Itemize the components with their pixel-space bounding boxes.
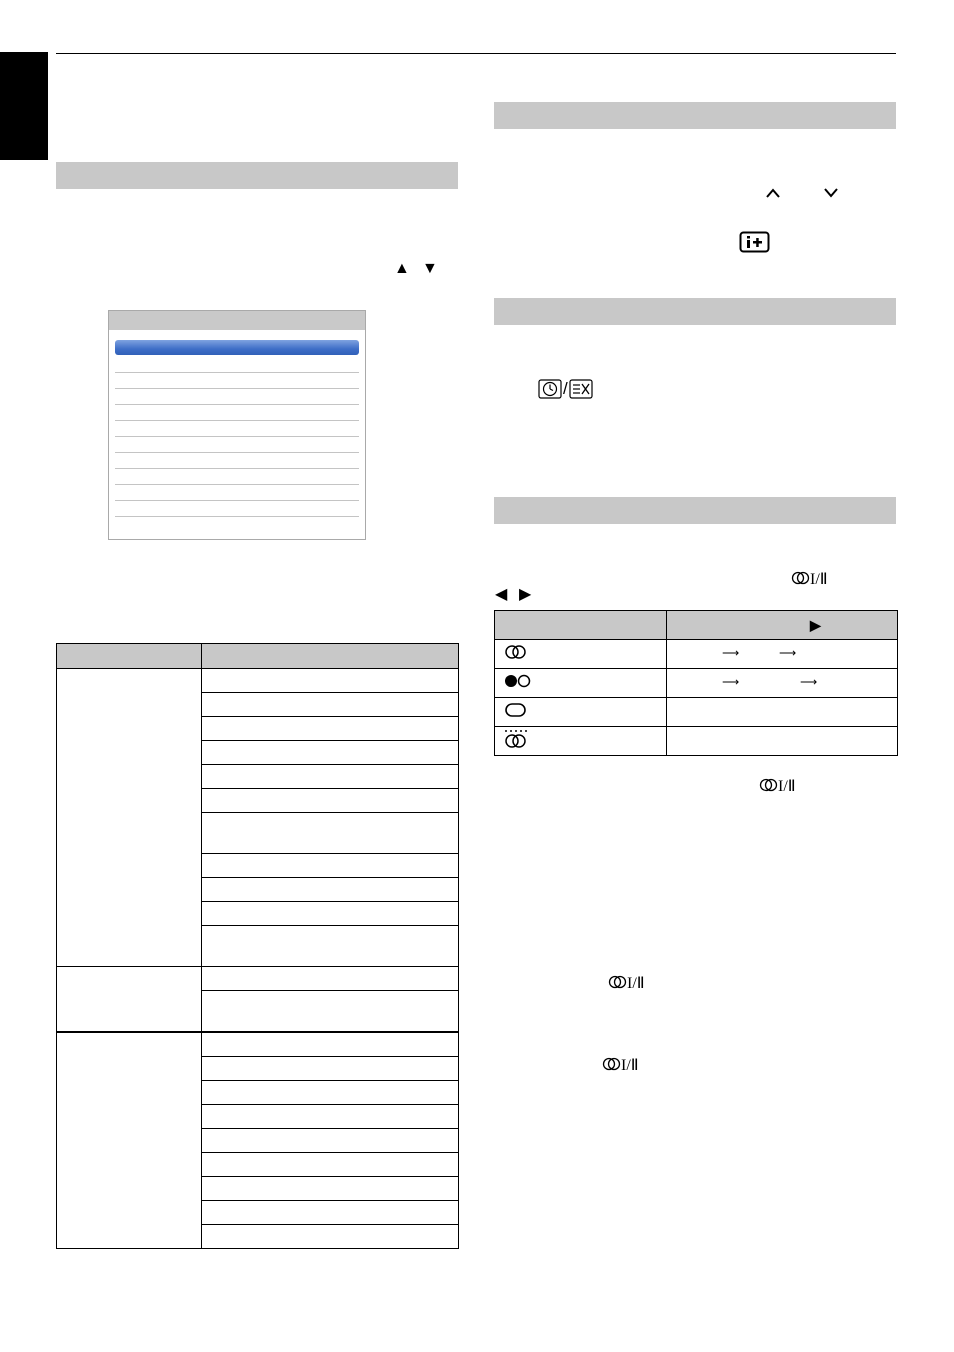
svg-text:I/Ⅱ: I/Ⅱ <box>810 571 828 587</box>
svg-text:I/Ⅱ: I/Ⅱ <box>621 1057 639 1073</box>
menu-item-highlighted <box>115 340 359 355</box>
table-cell <box>202 717 459 741</box>
section-bar-right-2 <box>494 298 896 325</box>
chevron-up-icon <box>765 186 781 204</box>
table-cell <box>202 1201 459 1225</box>
menu-screenshot <box>108 310 366 540</box>
table-cell <box>667 669 898 698</box>
section-bar-left <box>56 162 458 189</box>
table-cell <box>667 698 898 727</box>
table-group-cell <box>57 669 202 967</box>
table-header <box>495 611 667 640</box>
table-group-cell <box>57 967 202 1033</box>
audio-mode-table <box>494 610 898 756</box>
clock-button-icon <box>538 379 562 404</box>
table-cell <box>202 1105 459 1129</box>
table-cell <box>495 698 667 727</box>
top-rule <box>56 53 896 54</box>
menu-item <box>115 516 359 517</box>
arrow-icon: ⟶ <box>722 675 740 689</box>
menu-item <box>115 500 359 501</box>
down-triangle-icon: ▼ <box>422 260 438 277</box>
table-cell <box>202 1057 459 1081</box>
dual-channel-icon <box>504 673 532 694</box>
menu-item <box>115 388 359 389</box>
section-bar-right-3 <box>494 497 896 524</box>
slash-separator: / <box>563 379 568 398</box>
svg-text:I/Ⅱ: I/Ⅱ <box>778 778 796 794</box>
table-cell <box>202 789 459 813</box>
settings-table <box>56 643 459 1249</box>
nicam-stereo-icon <box>504 728 528 755</box>
table-cell <box>202 926 459 967</box>
arrow-icon: ⟶ <box>722 646 740 660</box>
up-triangle-icon: ▲ <box>394 260 410 277</box>
menu-item <box>115 484 359 485</box>
table-cell <box>495 640 667 669</box>
table-cell <box>202 1153 459 1177</box>
table-row <box>495 640 898 669</box>
menu-item <box>115 372 359 373</box>
table-header <box>202 644 459 669</box>
table-header <box>57 644 202 669</box>
menu-item <box>115 420 359 421</box>
table-cell <box>202 854 459 878</box>
table-group-cell <box>57 1032 202 1249</box>
mono-icon <box>504 702 528 723</box>
table-row <box>495 727 898 756</box>
table-row <box>495 669 898 698</box>
audio-mode-button-icon <box>608 973 652 996</box>
table-cell <box>202 669 459 693</box>
audio-mode-button-icon <box>602 1055 646 1078</box>
table-cell <box>202 741 459 765</box>
table-row <box>495 698 898 727</box>
svg-text:I/Ⅱ: I/Ⅱ <box>627 975 645 991</box>
table-header <box>667 611 898 640</box>
language-tab <box>0 52 48 160</box>
table-cell <box>202 1129 459 1153</box>
table-cell <box>202 991 459 1033</box>
table-cell <box>202 1225 459 1249</box>
table-cell <box>202 902 459 926</box>
table-cell <box>202 1032 459 1057</box>
menu-item <box>115 468 359 469</box>
table-cell <box>202 1177 459 1201</box>
left-triangle-icon: ◀ <box>495 586 508 603</box>
menu-item <box>115 404 359 405</box>
right-triangle-icon: ▶ <box>519 586 532 603</box>
info-plus-button-icon <box>739 231 770 258</box>
text-exit-button-icon <box>569 379 593 404</box>
chevron-down-icon <box>823 186 839 204</box>
audio-mode-button-icon <box>791 569 835 592</box>
table-cell <box>202 1081 459 1105</box>
table-cell <box>667 727 898 756</box>
table-cell <box>202 765 459 789</box>
table-cell <box>202 693 459 717</box>
stereo-icon <box>504 644 528 665</box>
section-bar-right-1 <box>494 102 896 129</box>
table-cell <box>495 669 667 698</box>
audio-mode-button-icon <box>759 776 803 799</box>
menu-header <box>109 311 365 330</box>
arrow-icon: ⟶ <box>800 675 818 689</box>
right-triangle-icon: ▶ <box>810 617 821 633</box>
table-cell <box>202 813 459 854</box>
table-cell <box>667 640 898 669</box>
table-cell <box>495 727 667 756</box>
arrow-icon: ⟶ <box>779 646 797 660</box>
table-cell <box>202 878 459 902</box>
menu-item <box>115 436 359 437</box>
menu-item <box>115 452 359 453</box>
table-cell <box>202 967 459 991</box>
